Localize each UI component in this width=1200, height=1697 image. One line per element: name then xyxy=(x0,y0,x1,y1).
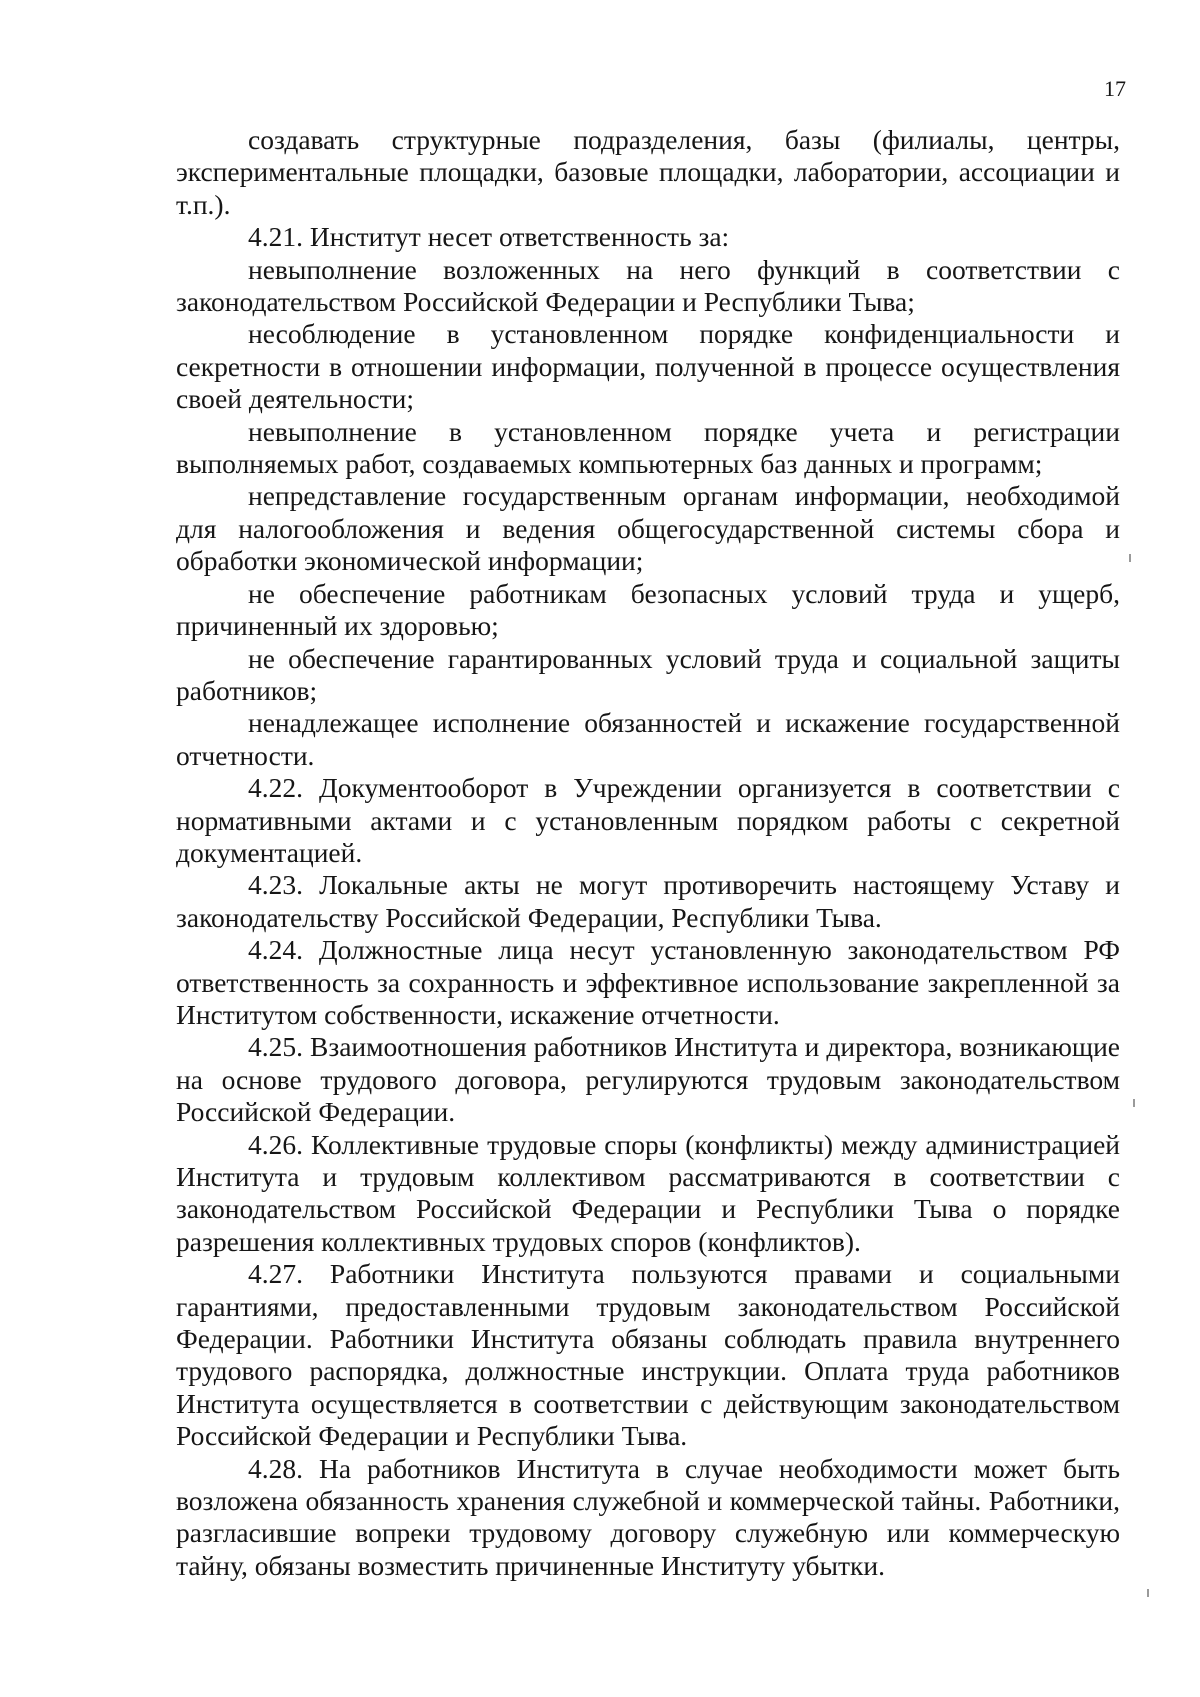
paragraph-safety: не обеспечение работникам безопасных условий труда и ущерб, причиненный их здоровью; xyxy=(176,577,1120,642)
paragraph-guarantees: не обеспечение гарантированных условий труда и социальной защиты работников; xyxy=(176,642,1120,706)
paragraph-4-26: 4.26. Коллективные трудовые споры (конфликты) между администрацией Института и трудовым коллективом рассматриваются в соответствии с законодательством Российской Федерации и Республики Тыва о порядке разрешения коллективных трудовых споров (конфликтов). xyxy=(176,1128,1120,1257)
scan-mark xyxy=(1133,1099,1135,1107)
paragraph-4-23: 4.23. Локальные акты не могут противоречить настоящему Уставу и законодательству Российской Федерации, Республики Тыва. xyxy=(176,869,1120,933)
paragraph-reporting: ненадлежащее исполнение обязанностей и искажение государственной отчетности. xyxy=(176,707,1120,771)
paragraph-structural-units: создавать структурные подразделения, базы (филиалы, центры, экспериментальные площадки, базовые площадки, лаборатории, ассоциации и т.п.). xyxy=(176,124,1120,220)
paragraph-confidentiality: несоблюдение в установленном порядке конфиденциальности и секретности в отношении информации, полученной в процессе осуществления своей деятельности; xyxy=(176,318,1120,415)
paragraph-4-21: 4.21. Институт несет ответственность за: xyxy=(248,221,730,253)
paragraph-4-28: 4.28. На работников Института в случае необходимости может быть возложена обязанность хранения служебной и коммерческой тайны. Работники, разгласившие вопреки трудовому договору служебную или коммерческую тайну, обязаны возместить причиненные Институту убытки. xyxy=(176,1452,1120,1581)
paragraph-4-22: 4.22. Документооборот в Учреждении организуется в соответствии с нормативными актами и с установленным порядком работы с секретной документацией. xyxy=(176,772,1120,868)
paragraph-4-24: 4.24. Должностные лица несут установленную законодательством РФ ответственность за сохранность и эффективное использование закрепленной за Институтом собственности, искажение отчетности. xyxy=(176,934,1120,1030)
paragraph-functions: невыполнение возложенных на него функций в соответствии с законодательством Российской Федерации и Республики Тыва; xyxy=(176,253,1120,318)
paragraph-registration: невыполнение в установленном порядке учета и регистрации выполняемых работ, создаваемых компьютерных баз данных и программ; xyxy=(176,415,1120,480)
paragraph-4-25: 4.25. Взаимоотношения работников Института и директора, возникающие на основе трудового договора, регулируются трудовым законодательством Российской Федерации. xyxy=(176,1031,1120,1128)
document-body xyxy=(176,124,1120,1582)
scan-mark xyxy=(1147,1589,1149,1597)
page-number: 17 xyxy=(1104,76,1126,101)
scan-mark xyxy=(1129,554,1131,562)
paragraph-4-27: 4.27. Работники Института пользуются правами и социальными гарантиями, предоставленными трудовым законодательством Российской Федерации. Работники Института обязаны соблюдать правила внутреннего трудового распорядка, должностные инструкции. Оплата труда работников Института осуществляется в соответствии с действующим законодательством Российской Федерации и Республики Тыва. xyxy=(176,1258,1120,1452)
paragraph-information: непредставление государственным органам информации, необходимой для налогообложения и ведения общегосударственной системы сбора и обработки экономической информации; xyxy=(176,480,1120,577)
